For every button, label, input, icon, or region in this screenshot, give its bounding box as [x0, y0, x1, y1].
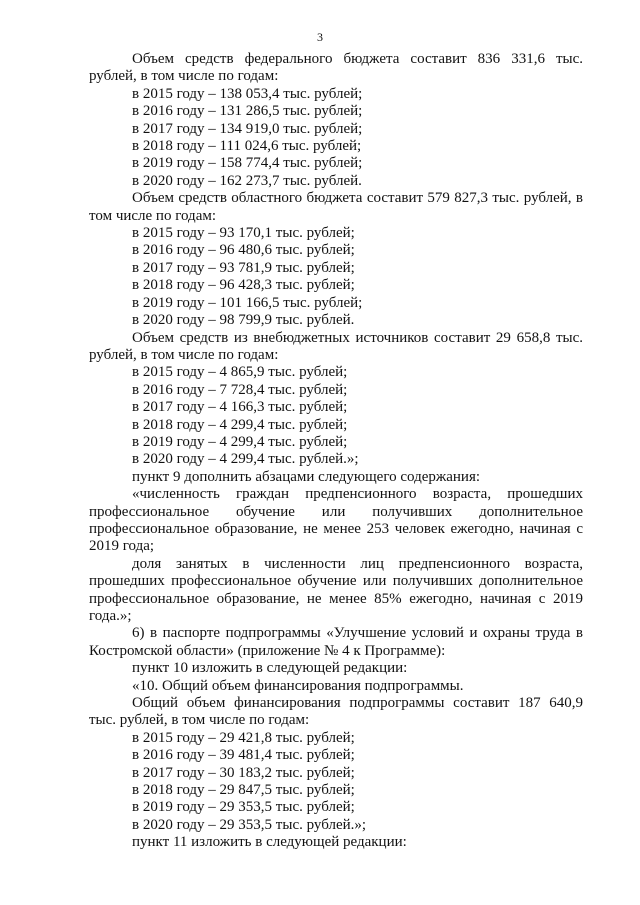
paragraph: Объем средств федерального бюджета составит 836 331,6 тыс. рублей, в том числе по годам: — [89, 51, 583, 85]
list-line: в 2018 году – 111 024,6 тыс. рублей; — [132, 138, 362, 155]
list-line: в 2015 году – 29 421,8 тыс. рублей; — [132, 729, 355, 746]
list-line: пункт 9 дополнить абзацами следующего содержания: — [132, 468, 481, 485]
list-line: пункт 10 изложить в следующей редакции: — [132, 660, 408, 677]
list-line: в 2019 году – 158 774,4 тыс. рублей; — [132, 155, 363, 172]
list-line: в 2018 году – 96 428,3 тыс. рублей; — [132, 277, 355, 294]
list-line: в 2017 году – 30 183,2 тыс. рублей; — [132, 764, 355, 781]
paragraph: «численность граждан предпенсионного возраста, прошедших профессиональное обучение или получивших дополнительное профессиональное образование, не менее 253 человек ежегодно, начиная с 2019 года; — [89, 486, 583, 555]
document-body — [89, 51, 583, 852]
list-line: в 2015 году – 4 865,9 тыс. рублей; — [132, 364, 348, 381]
list-line: в 2016 году – 7 728,4 тыс. рублей; — [132, 381, 348, 398]
list-line: в 2020 году – 98 799,9 тыс. рублей. — [132, 312, 355, 329]
list-line: в 2016 году – 39 481,4 тыс. рублей; — [132, 747, 355, 764]
list-line: в 2016 году – 96 480,6 тыс. рублей; — [132, 242, 355, 259]
paragraph: доля занятых в численности лиц предпенсионного возраста, прошедших профессиональное обучение или получивших дополнительное профессиональное образование, не менее 85% ежегодно, начиная с 2019 года.»; — [89, 555, 583, 624]
list-line: в 2017 году – 4 166,3 тыс. рублей; — [132, 399, 348, 416]
list-line: в 2015 году – 93 170,1 тыс. рублей; — [132, 225, 355, 242]
list-line: в 2020 году – 162 273,7 тыс. рублей. — [132, 172, 362, 189]
paragraph: 6) в паспорте подпрограммы «Улучшение условий и охраны труда в Костромской области» (приложение № 4 к Программе): — [89, 625, 583, 659]
paragraph: Объем средств областного бюджета составит 579 827,3 тыс. рублей, в том числе по годам: — [89, 190, 583, 224]
list-line: в 2017 году – 93 781,9 тыс. рублей; — [132, 259, 355, 276]
list-line: в 2019 году – 101 166,5 тыс. рублей; — [132, 294, 363, 311]
list-line: в 2019 году – 4 299,4 тыс. рублей; — [132, 433, 348, 450]
list-line: пункт 11 изложить в следующей редакции: — [132, 834, 407, 851]
list-line: «10. Общий объем финансирования подпрограммы. — [132, 677, 464, 694]
paragraph: Общий объем финансирования подпрограммы составит 187 640,9 тыс. рублей, в том числе по годам: — [89, 695, 583, 729]
list-line: в 2018 году – 4 299,4 тыс. рублей; — [132, 416, 348, 433]
paragraph: Объем средств из внебюджетных источников составит 29 658,8 тыс. рублей, в том числе по годам: — [89, 329, 583, 363]
list-line: в 2018 году – 29 847,5 тыс. рублей; — [132, 782, 355, 799]
list-line: в 2020 году – 4 299,4 тыс. рублей.»; — [132, 451, 359, 468]
list-line: в 2016 году – 131 286,5 тыс. рублей; — [132, 103, 363, 120]
list-line: в 2020 году – 29 353,5 тыс. рублей.»; — [132, 816, 367, 833]
list-line: в 2017 году – 134 919,0 тыс. рублей; — [132, 120, 363, 137]
list-line: в 2019 году – 29 353,5 тыс. рублей; — [132, 799, 355, 816]
page-number: 3 — [317, 30, 323, 44]
list-line: в 2015 году – 138 053,4 тыс. рублей; — [132, 85, 363, 102]
